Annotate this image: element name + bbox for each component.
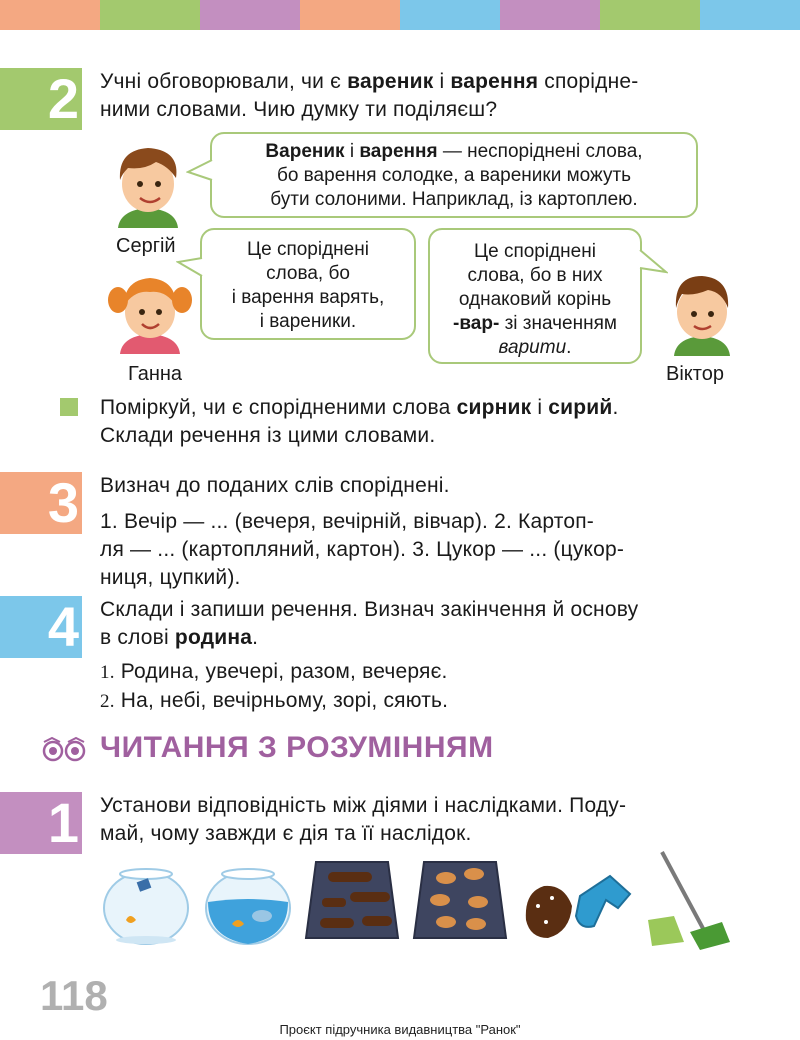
task-2-number: 2 (0, 68, 82, 130)
topbar-segment (100, 0, 200, 30)
boy-sergiy-illustration (108, 140, 188, 228)
task-1-text: Установи відповідність між діями і наслідками. Поду- май, чому завжди є дія та її наслідок. (100, 794, 627, 845)
topbar-segment (600, 0, 700, 30)
task-2-extra-text: Поміркуй, чи є спорідненими слова сирник і сирий. Склади речення із цими словами. (100, 396, 619, 447)
chocolate-and-glove-icon (520, 850, 632, 946)
speech-bubble-sergiy: Вареник і варення — неспоріднені слова, бо варення солодке, а вареники можуть бути солоними. Наприклад, із картоплею. (210, 132, 698, 218)
top-color-bar (0, 0, 800, 30)
bubble-tail (186, 158, 214, 182)
bubble-tail (176, 256, 204, 280)
task-3-text: Визнач до поданих слів споріднені. 1. Вечір — ... (вечеря, вечірній, вівчар). 2. Картоп- ля — ... (картопляний, картон). 3. Цукор — ... (цукор- ниця, цупкий). (100, 474, 625, 589)
section-title: ЧИТАННЯ З РОЗУМІННЯМ (100, 731, 494, 764)
topbar-segment (200, 0, 300, 30)
topbar-segment (500, 0, 600, 30)
topbar-segment (300, 0, 400, 30)
topbar-segment (700, 0, 800, 30)
name-viktor: Віктор (666, 363, 724, 385)
task-4-number: 4 (0, 596, 82, 658)
task-4-text: Склади і запиши речення. Визнач закінчення й основу в слові родина. 1. Родина, увечері, разом, вечеряє. 2. На, небі, вечірньому, зорі, сяють. (100, 598, 639, 712)
fishbowl-empty-water-icon (100, 850, 192, 946)
task-1-number: 1 (0, 792, 82, 854)
name-hanna: Ганна (128, 363, 183, 385)
page-number: 118 (40, 972, 108, 1019)
topbar-segment (0, 0, 100, 30)
footer-credit: Проєкт підручника видавництва "Ранок" (279, 1022, 521, 1037)
baking-tray-cookies-icon (410, 850, 510, 946)
baking-tray-eclairs-icon (302, 850, 402, 946)
extra-task-marker (60, 398, 78, 416)
topbar-segment (400, 0, 500, 30)
task-3-number: 3 (0, 472, 82, 534)
task-2-text: Учні обговорювали, чи є вареник і варення спорідне- ними словами. Чию думку ти поділяєш? (100, 70, 639, 121)
broom-and-dustpan-icon (644, 846, 734, 956)
name-sergiy: Сергій (116, 235, 176, 257)
owl-eyes-icon (42, 736, 86, 762)
speech-bubble-hanna: Це споріднені слова, бо і варення варять, і вареники. (200, 228, 416, 340)
fishbowl-full-water-icon (202, 850, 294, 946)
speech-bubble-viktor: Це споріднені слова, бо в них однаковий корінь -вар- зі значенням варити. (428, 228, 642, 364)
boy-viktor-illustration (664, 268, 740, 356)
